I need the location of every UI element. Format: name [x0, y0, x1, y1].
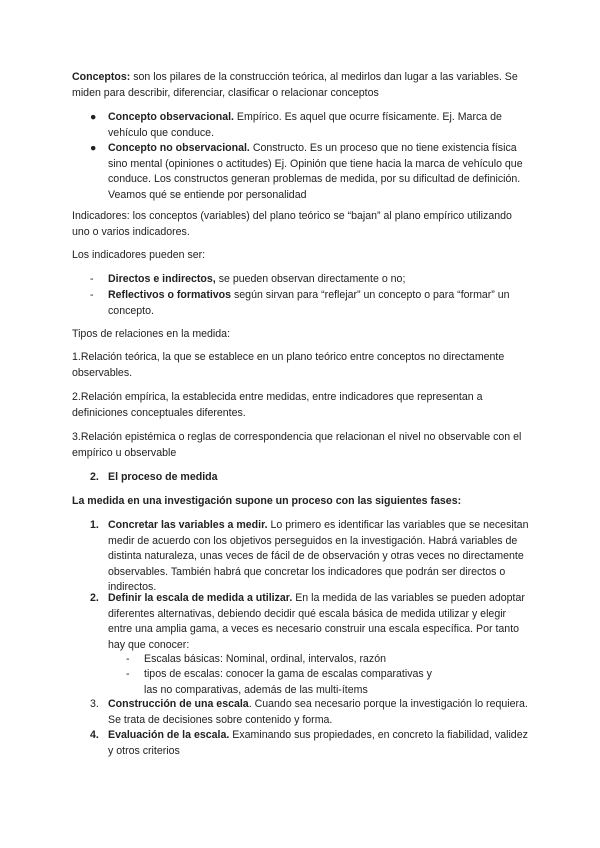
indicator-item-text: Directos e indirectos, se pueden observan directamente o no;	[108, 273, 406, 285]
phase-text: Concretar las variables a medir. Lo primero es identificar las variables que se necesitan medir de acuerdo con los objetivos perseguidos en la investigación. Habrá variables de distinta naturaleza, unas veces de fácil de de observación y otras veces no directamente observables. También habrá que concretar los indicadores que podrán ser directos o indirectos.	[108, 519, 529, 593]
phase-number: 4.	[90, 729, 99, 741]
phase-number: 1.	[90, 519, 99, 531]
section-number: 2.	[90, 471, 99, 483]
relations-title: Tipos de relaciones en la medida:	[72, 328, 231, 340]
section-title: El proceso de medida	[108, 471, 218, 483]
intro-paragraph	[72, 70, 532, 101]
indicators-paragraph: Indicadores: los conceptos (variables) del plano teórico se “bajan” al plano empírico utilizando uno o varios indicadores.	[72, 210, 512, 238]
intro-term: Conceptos:	[72, 71, 131, 83]
relation-2: 2.Relación empírica, la establecida entre medidas, entre indicadores que representan a definiciones conceptuales diferentes.	[72, 391, 483, 419]
dash-marker: -	[126, 668, 130, 680]
phases-intro: La medida en una investigación supone un proceso con las siguientes fases:	[72, 495, 462, 507]
bullet-marker: ●	[90, 111, 97, 123]
concept-bullet-text: Concepto no observacional. Constructo. Es un proceso que no tiene existencia física sino mental (opiniones o actitudes) Ej. Opinión que tiene hacia la marca de vehículo que conduce. Los constructos generan problemas de medida, por su dificultad de definición. Veamos qué se entiende por personalidad	[108, 142, 523, 201]
dash-marker: -	[126, 653, 130, 665]
relation-1: 1.Relación teórica, la que se establece en un plano teórico entre conceptos no directamente observables.	[72, 351, 505, 379]
indicators-intro: Los indicadores pueden ser:	[72, 249, 206, 261]
relation-3: 3.Relación epistémica o reglas de correspondencia que relacionan el nivel no observable con el empírico u observable	[72, 431, 522, 459]
bullet-marker: ●	[90, 142, 97, 154]
phase-number: 2.	[90, 592, 99, 604]
phase-number: 3.	[90, 698, 99, 710]
phase-text: Evaluación de la escala. Examinando sus propiedades, en concreto la fiabilidad, validez y otros criterios	[108, 729, 528, 757]
phase-text: Construcción de una escala. Cuando sea necesario porque la investigación lo requiera. Se trata de decisiones sobre contenido y forma.	[108, 698, 528, 726]
concept-bullet-text: Concepto observacional. Empírico. Es aquel que ocurre físicamente. Ej. Marca de vehículo que conduce.	[108, 111, 502, 139]
intro-text: son los pilares de la construcción teórica, al medirlos dan lugar a las variables. Se miden para describir, diferenciar, clasificar o relacionar conceptos	[72, 71, 518, 99]
indicator-item-text: Reflectivos o formativos según sirvan para “reflejar” un concepto o para “formar” un concepto.	[108, 289, 510, 317]
phase-text: Definir la escala de medida a utilizar. En la medida de las variables se pueden adoptar diferentes alternativas, debiendo decidir qué escala básica de medida utilizar y elegir entre una amplia gama, a veces es necesario construir una escala específica. Por tanto hay que conocer:	[108, 592, 525, 651]
sub-item-text: tipos de escalas: conocer la gama de escalas comparativas y las no comparativas, además de las multi-ítems	[144, 668, 432, 696]
dash-marker: -	[90, 273, 94, 285]
dash-marker: -	[90, 289, 94, 301]
sub-item-text: Escalas básicas: Nominal, ordinal, intervalos, razón	[144, 653, 387, 665]
